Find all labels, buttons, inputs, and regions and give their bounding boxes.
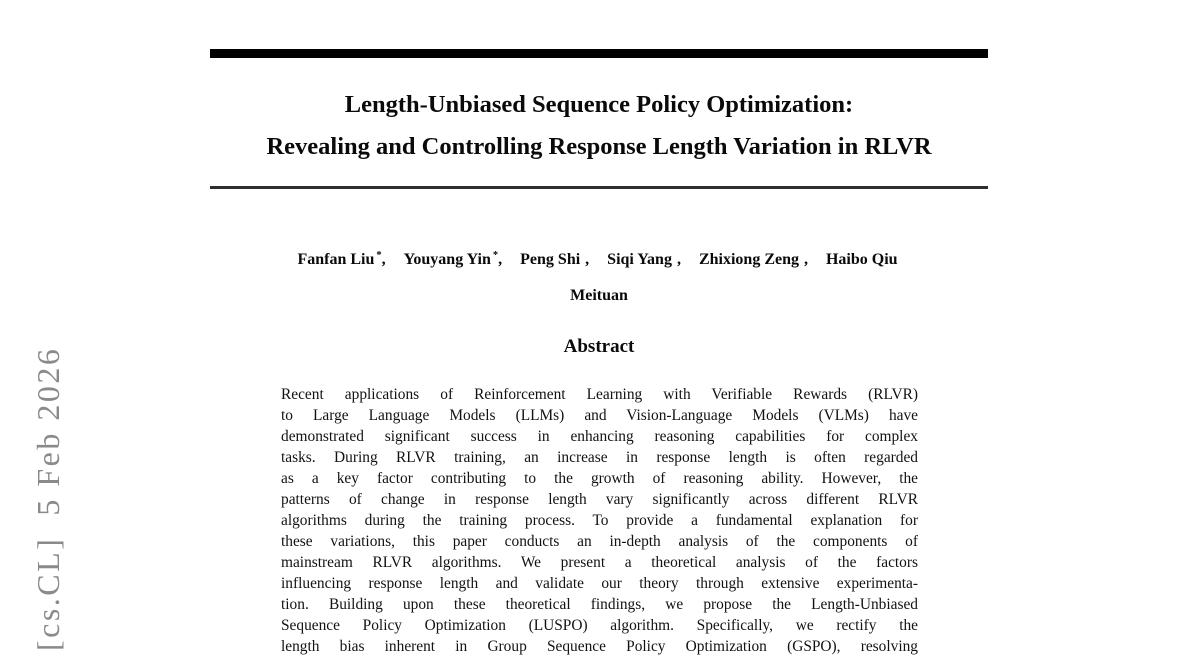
- author-4-name: Zhixiong Zeng: [698, 251, 799, 268]
- title-bottom-rule: [210, 186, 988, 189]
- abstract-line: to Large Language Models (LLMs) and Vision-Language Models (VLMs) have: [281, 407, 918, 424]
- abstract-line: Recent applications of Reinforcement Learning with Verifiable Rewards (RLVR): [281, 386, 918, 403]
- author-2-separator: ,: [585, 251, 590, 268]
- author-1-separator: ,: [498, 251, 503, 268]
- author-0-separator: ,: [381, 251, 386, 268]
- abstract-line: demonstrated significant success in enhancing reasoning capabilities for complex: [281, 428, 918, 445]
- author-3-separator: ,: [676, 251, 681, 268]
- paper-title-line-1: Length-Unbiased Sequence Policy Optimization:: [344, 91, 854, 118]
- arxiv-category-stamp: [cs.CL] 5 Feb 2026: [30, 346, 66, 651]
- abstract-line: length bias inherent in Group Sequence Policy Optimization (GSPO), resolving: [281, 638, 918, 655]
- paper-title: [160, 84, 1038, 168]
- paper-title-line-2: Revealing and Controlling Response Length Variation in RLVR: [266, 133, 932, 160]
- abstract-line: as a key factor contributing to the growth of reasoning ability. However, the: [281, 470, 918, 487]
- abstract-line: patterns of change in response length vary significantly across different RLVR: [281, 491, 918, 508]
- author-0-name: Fanfan Liu: [297, 251, 375, 268]
- author-0: [297, 251, 385, 268]
- author-1-name: Youyang Yin: [403, 251, 491, 268]
- author-4-separator: ,: [803, 251, 808, 268]
- abstract-line: algorithms during the training process. To provide a fundamental explanation for: [281, 512, 918, 529]
- author-1: [404, 251, 503, 268]
- abstract-line: influencing response length and validate our theory through extensive experimenta-: [281, 575, 918, 592]
- author-5-name: Haibo Qiu: [825, 251, 898, 268]
- abstract-text: [281, 384, 918, 657]
- abstract-line: these variations, this paper conducts an in-depth analysis of the components of: [281, 533, 918, 550]
- author-line: [110, 245, 1090, 271]
- author-3: [607, 251, 681, 268]
- author-0-footnote-mark: *: [376, 250, 382, 261]
- abstract-line: mainstream RLVR algorithms. We present a theoretical analysis of the factors: [281, 554, 918, 571]
- author-1-footnote-mark: *: [492, 250, 499, 261]
- author-2: [520, 251, 589, 268]
- abstract-line: tion. Building upon these theoretical findings, we propose the Length-Unbiased: [281, 596, 918, 613]
- author-2-name: Peng Shi: [520, 251, 581, 268]
- abstract-heading: Abstract: [563, 336, 635, 357]
- author-4: [699, 251, 808, 268]
- abstract-line: tasks. During RLVR training, an increase in response length is often regarded: [281, 449, 918, 466]
- author-5: [826, 251, 903, 268]
- author-3-name: Siqi Yang: [607, 251, 672, 268]
- abstract-line: Sequence Policy Optimization (LUSPO) algorithm. Specifically, we rectify the: [281, 617, 918, 634]
- title-top-rule: [210, 49, 988, 58]
- affiliation: Meituan: [570, 287, 628, 304]
